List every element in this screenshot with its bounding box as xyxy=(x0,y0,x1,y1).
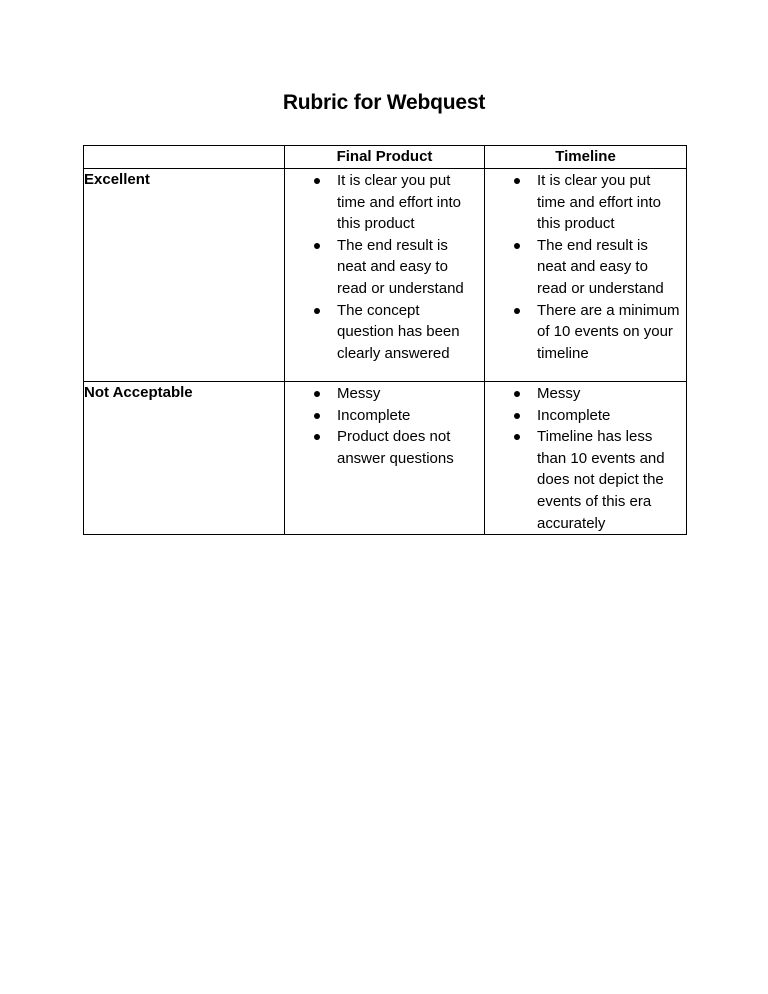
header-final-product: Final Product xyxy=(285,146,485,169)
list-item xyxy=(285,170,478,235)
list-item xyxy=(285,405,478,427)
bullet-icon xyxy=(514,391,520,397)
list-item-text: Messy xyxy=(537,385,581,402)
bullet-list xyxy=(485,169,686,364)
bullet-icon xyxy=(314,391,320,397)
row-label-excellent: Excellent xyxy=(84,169,285,382)
bullet-icon xyxy=(514,243,520,249)
list-item-text: The end result is neat and easy to read or understand xyxy=(337,236,464,297)
list-item xyxy=(285,383,478,405)
bullet-icon xyxy=(314,434,320,440)
bullet-list xyxy=(285,382,484,469)
header-cell-empty xyxy=(84,146,285,169)
list-item xyxy=(485,426,680,534)
list-item xyxy=(485,300,680,365)
bullet-icon xyxy=(314,308,320,314)
bullet-icon xyxy=(514,413,520,419)
bullet-list xyxy=(285,169,484,364)
list-item-text: It is clear you put time and effort into this product xyxy=(537,172,661,233)
list-item-text: Product does not answer questions xyxy=(337,428,454,467)
bullet-icon xyxy=(514,434,520,440)
cell-excellent-final-product xyxy=(285,169,485,382)
header-row xyxy=(84,146,687,169)
table-row-excellent xyxy=(84,169,687,382)
bullet-icon xyxy=(314,178,320,184)
page-title: Rubric for Webquest xyxy=(282,91,486,114)
list-item-text: Incomplete xyxy=(337,406,411,424)
list-item xyxy=(285,300,478,365)
row-label-not-acceptable: Not Acceptable xyxy=(84,382,285,535)
list-item-text: Timeline has less than 10 events and does not depict the events of this era accurately xyxy=(537,428,665,532)
list-item xyxy=(285,426,478,469)
list-item-text: It is clear you put time and effort into this product xyxy=(337,172,461,233)
list-item-text: There are a minimum of 10 events on your timeline xyxy=(537,301,680,362)
list-item-text: Messy xyxy=(337,385,381,402)
list-item xyxy=(485,405,680,427)
list-item xyxy=(485,170,680,235)
bullet-list xyxy=(485,382,686,534)
bullet-icon xyxy=(514,308,520,314)
header-timeline: Timeline xyxy=(485,146,687,169)
bullet-icon xyxy=(514,178,520,184)
table-row-not-acceptable xyxy=(84,382,687,535)
list-item xyxy=(485,383,680,405)
list-item xyxy=(485,235,680,300)
list-item xyxy=(285,235,478,300)
bullet-icon xyxy=(314,243,320,249)
list-item-text: The concept question has been clearly answered xyxy=(337,301,460,362)
rubric-table xyxy=(83,145,687,535)
cell-not-acceptable-final-product xyxy=(285,382,485,535)
list-item-text: Incomplete xyxy=(537,406,611,424)
bullet-icon xyxy=(314,413,320,419)
cell-not-acceptable-timeline xyxy=(485,382,687,535)
cell-excellent-timeline xyxy=(485,169,687,382)
list-item-text: The end result is neat and easy to read or understand xyxy=(537,236,664,297)
